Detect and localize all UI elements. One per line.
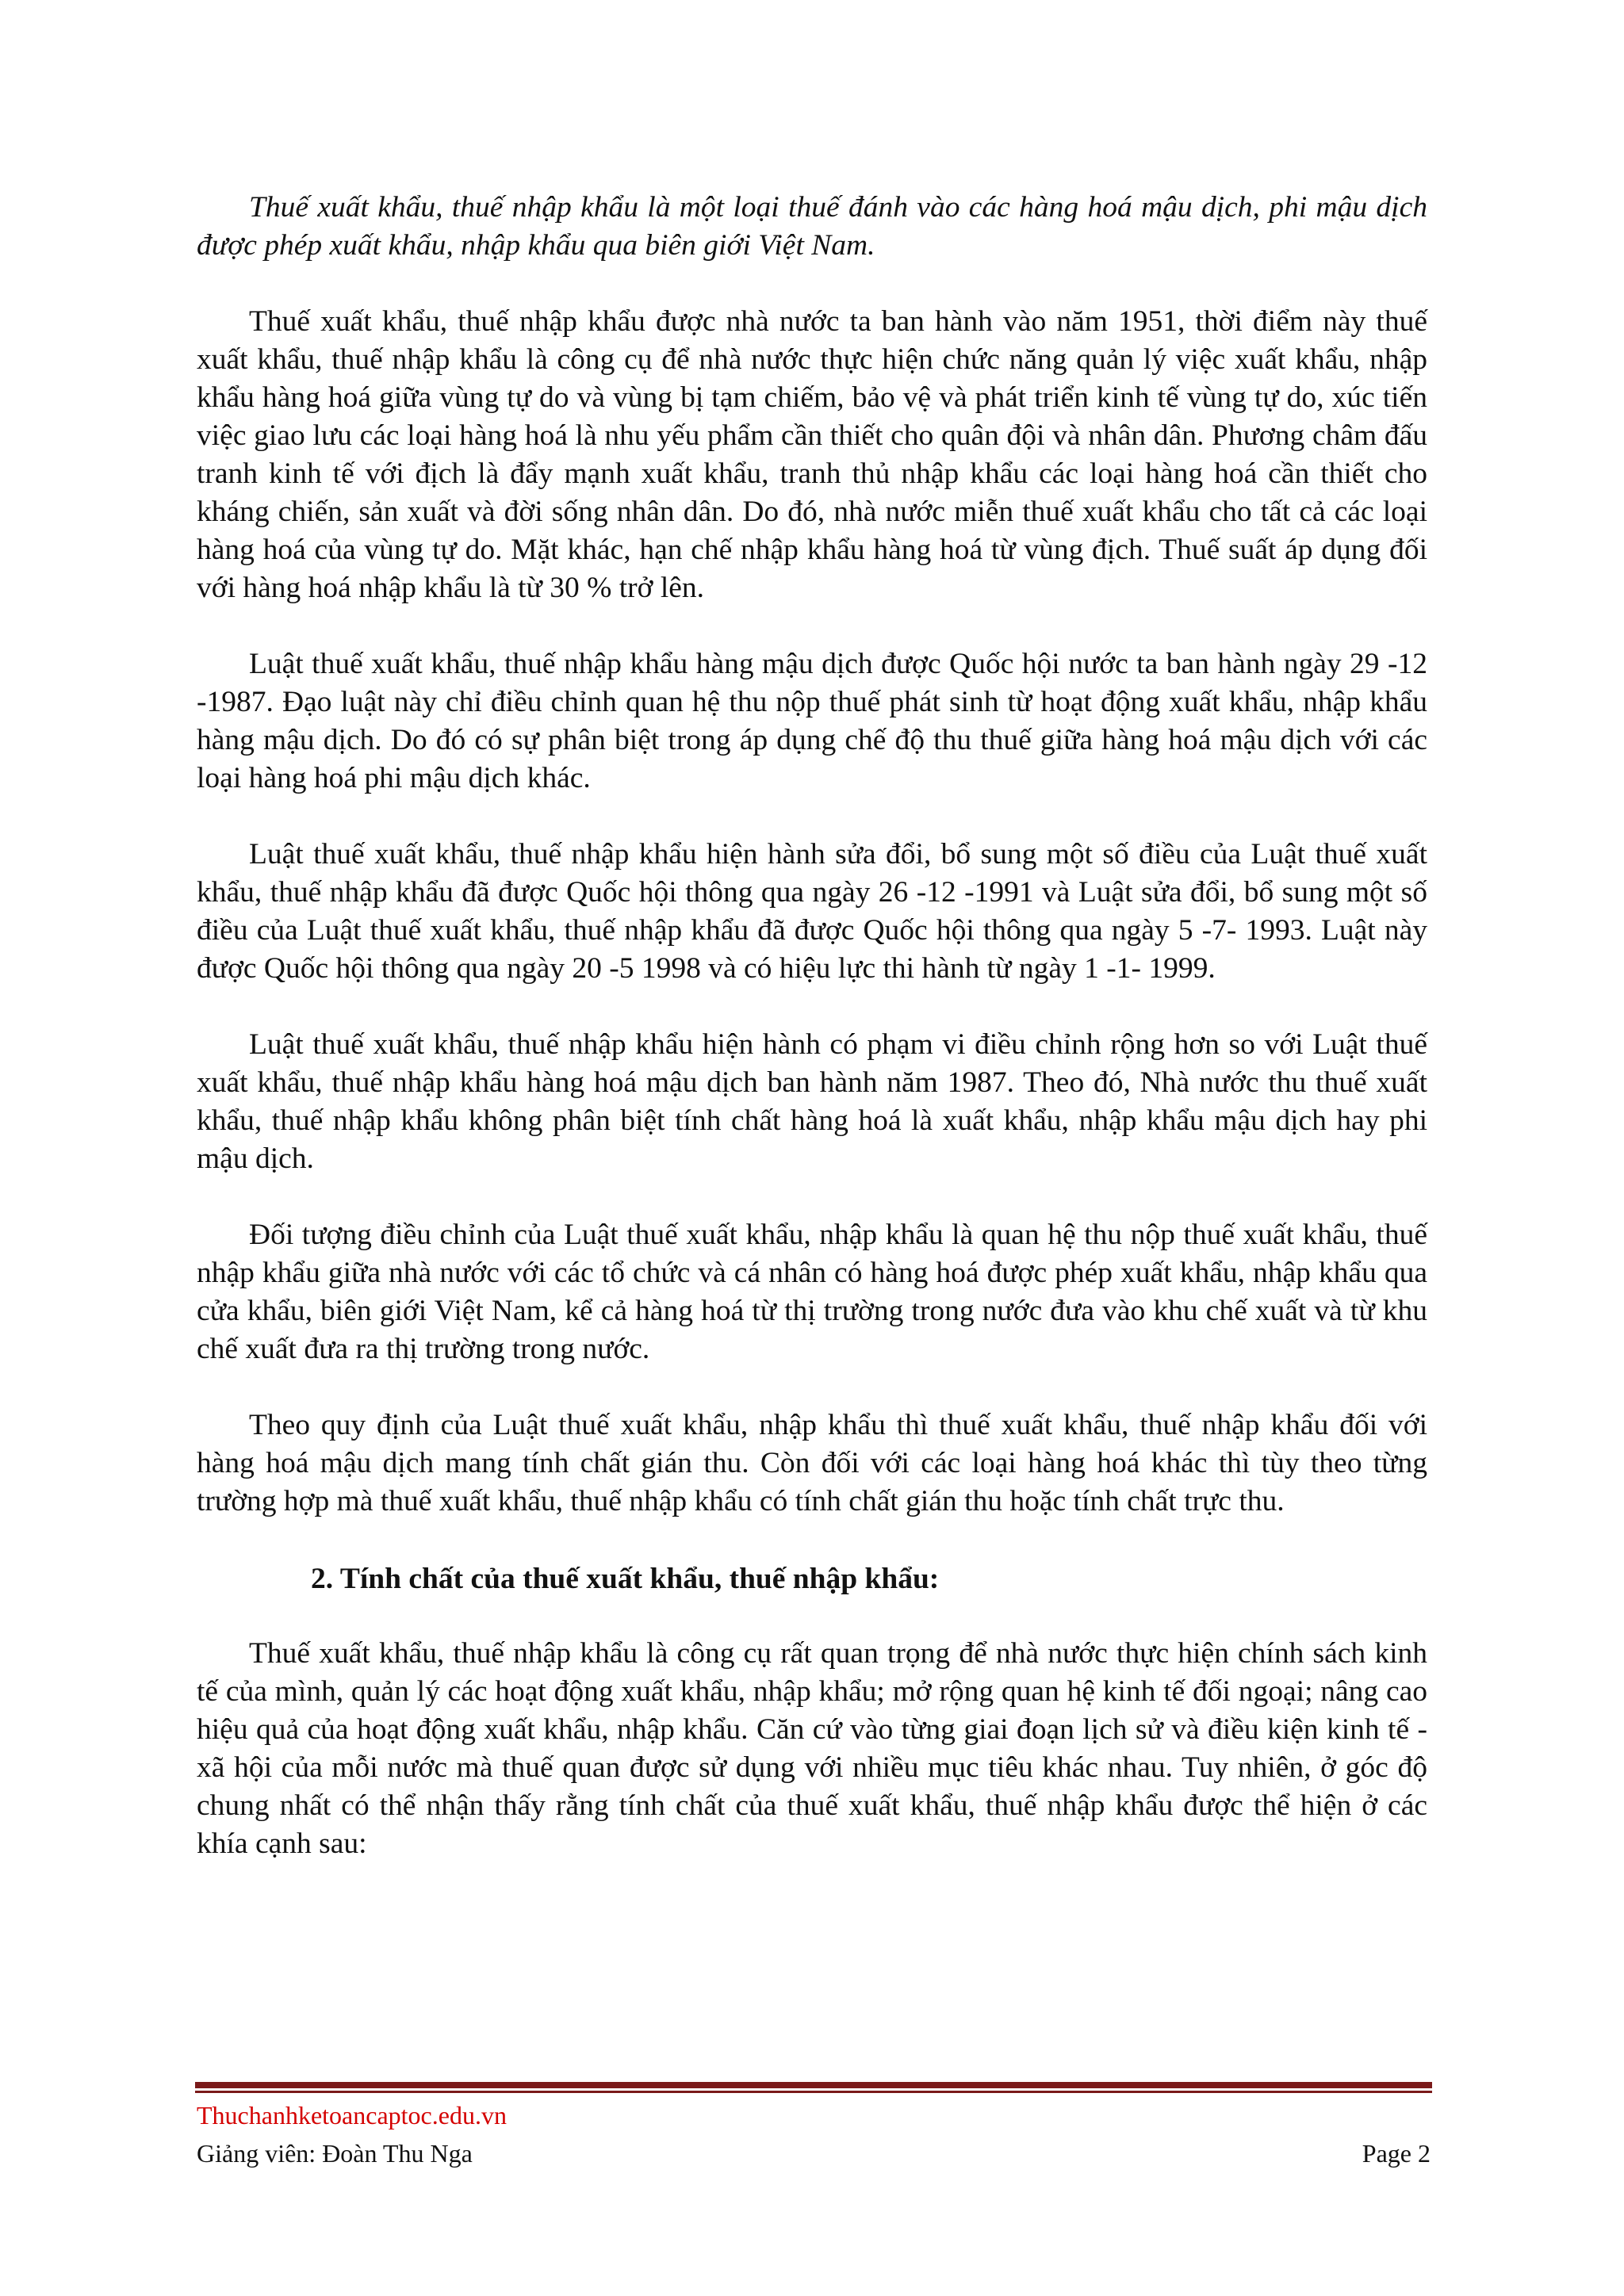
- history-1951-paragraph: Thuế xuất khẩu, thuế nhập khẩu được nhà nước ta ban hành vào năm 1951, thời điểm này thuế xuất khẩu, thuế nhập khẩu là công cụ để nhà nước thực hiện chức năng quản lý việc xuất khẩu, nhập khẩu hàng hoá giữa vùng tự do và vùng bị tạm chiếm, bảo vệ và phát triển kinh tế vùng tự do, xúc tiến việc giao lưu các loại hàng hoá là nhu yếu phẩm cần thiết cho quân đội và nhân dân. Phương châm đấu tranh kinh tế với địch là đẩy mạnh xuất khẩu, tranh thủ nhập khẩu các loại hàng hoá cần thiết cho kháng chiến, sản xuất và đời sống nhân dân. Do đó, nhà nước miễn thuế xuất khẩu cho tất cả các loại hàng hoá của vùng tự do. Mặt khác, hạn chế nhập khẩu hàng hoá từ vùng địch. Thuế suất áp dụng đối với hàng hoá nhập khẩu là từ 30 % trở lên.: [197, 305, 1427, 604]
- document-body: [197, 189, 1427, 1863]
- section-intro-paragraph: Thuế xuất khẩu, thuế nhập khẩu là công cụ rất quan trọng để nhà nước thực hiện chính sách kinh tế của mình, quản lý các hoạt động xuất khẩu, nhập khẩu; mở rộng quan hệ kinh tế đối ngoại; nâng cao hiệu quả của hoạt động xuất khẩu, nhập khẩu. Căn cứ vào từng giai đoạn lịch sử và điều kiện kinh tế - xã hội của mỗi nước mà thuế quan được sử dụng với nhiều mục tiêu khác nhau. Tuy nhiên, ở góc độ chung nhất có thể nhận thấy rằng tính chất của thuế xuất khẩu, thuế nhập khẩu được thể hiện ở các khía cạnh sau:: [197, 1637, 1427, 1860]
- intro-definition-paragraph: Thuế xuất khẩu, thuế nhập khẩu là một loại thuế đánh vào các hàng hoá mậu dịch, phi mậu dịch được phép xuất khẩu, nhập khẩu qua biên giới Việt Nam.: [197, 191, 1427, 262]
- law-amendments-paragraph: Luật thuế xuất khẩu, thuế nhập khẩu hiện hành sửa đổi, bổ sung một số điều của Luật thuế xuất khẩu, thuế nhập khẩu đã được Quốc hội thông qua ngày 26 -12 -1991 và Luật sửa đổi, bổ sung một số điều của Luật thuế xuất khẩu, thuế nhập khẩu đã được Quốc hội thông qua ngày 5 -7- 1993. Luật này được Quốc hội thông qua ngày 20 -5 1998 và có hiệu lực thi hành từ ngày 1 -1- 1999.: [197, 838, 1427, 985]
- footer-website-link[interactable]: Thuchanhketoancaptoc.edu.vn: [197, 2101, 507, 2130]
- footer-divider-thin: [195, 2091, 1432, 2093]
- footer-teacher-name: Giảng viên: Đoàn Thu Nga: [197, 2139, 473, 2168]
- law-scope-paragraph: Luật thuế xuất khẩu, thuế nhập khẩu hiện hành có phạm vi điều chỉnh rộng hơn so với Luật thuế xuất khẩu, thuế nhập khẩu hàng hoá mậu dịch ban hành năm 1987. Theo đó, Nhà nước thu thuế xuất khẩu, thuế nhập khẩu không phân biệt tính chất hàng hoá là xuất khẩu, nhập khẩu mậu dịch hay phi mậu dịch.: [197, 1028, 1427, 1175]
- tax-nature-paragraph: Theo quy định của Luật thuế xuất khẩu, nhập khẩu thì thuế xuất khẩu, thuế nhập khẩu đối với hàng hoá mậu dịch mang tính chất gián thu. Còn đối với các loại hàng hoá khác thì tùy theo từng trường hợp mà thuế xuất khẩu, thuế nhập khẩu có tính chất gián thu hoặc tính chất trực thu.: [197, 1409, 1427, 1517]
- footer-divider-thick: [195, 2082, 1432, 2088]
- law-1987-paragraph: Luật thuế xuất khẩu, thuế nhập khẩu hàng mậu dịch được Quốc hội nước ta ban hành ngày 29 -12 -1987. Đạo luật này chỉ điều chỉnh quan hệ thu nộp thuế phát sinh từ hoạt động xuất khẩu, nhập khẩu hàng mậu dịch. Do đó có sự phân biệt trong áp dụng chế độ thu thuế giữa hàng hoá mậu dịch với các loại hàng hoá phi mậu dịch khác.: [197, 648, 1427, 794]
- page-number: Page 2: [1362, 2139, 1431, 2168]
- section-heading: 2. Tính chất của thuế xuất khẩu, thuế nhập khẩu:: [311, 1563, 940, 1595]
- regulated-subjects-paragraph: Đối tượng điều chỉnh của Luật thuế xuất khẩu, nhập khẩu là quan hệ thu nộp thuế xuất khẩu, thuế nhập khẩu giữa nhà nước với các tổ chức và cá nhân có hàng hoá được phép xuất khẩu, nhập khẩu qua cửa khẩu, biên giới Việt Nam, kể cả hàng hoá từ thị trường trong nước đưa vào khu chế xuất và từ khu chế xuất đưa ra thị trường trong nước.: [197, 1219, 1427, 1365]
